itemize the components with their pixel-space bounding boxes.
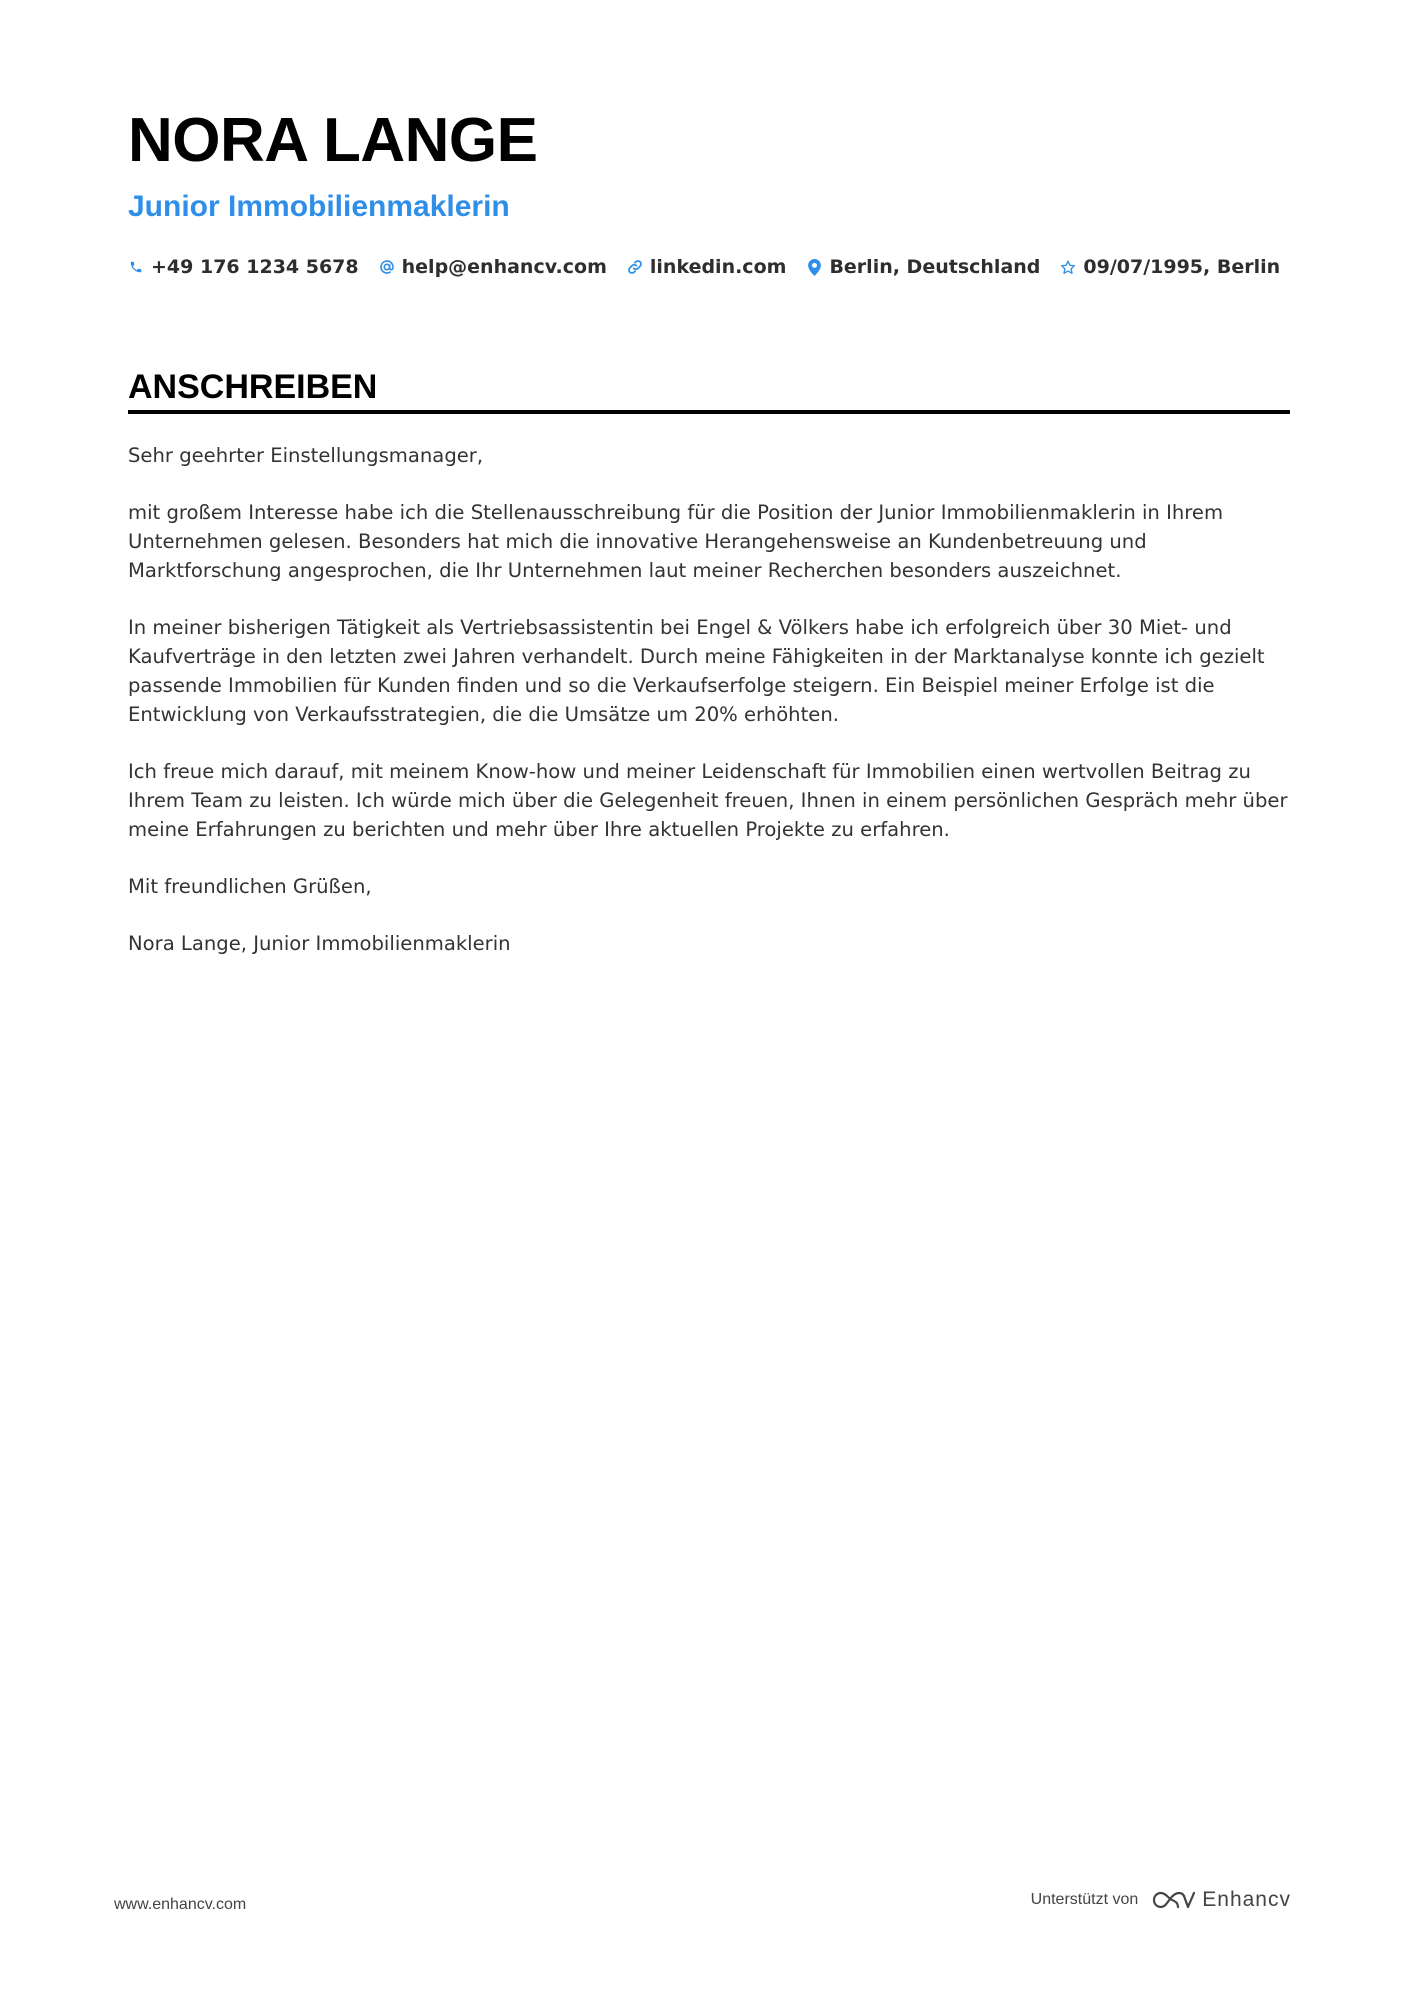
section-divider <box>128 410 1290 414</box>
link-icon <box>627 258 643 276</box>
contact-birth-text: 09/07/1995, Berlin <box>1083 256 1281 278</box>
phone-icon <box>128 258 144 276</box>
letter-closing: Mit freundlichen Grüßen, <box>128 875 372 898</box>
brand-logo[interactable] <box>1150 1888 1291 1912</box>
section-title: ANSCHREIBEN <box>128 368 378 406</box>
job-title: Junior Immobilienmaklerin <box>128 190 510 223</box>
letter-signature: Nora Lange, Junior Immobilienmaklerin <box>128 932 511 955</box>
contact-bar <box>128 256 1300 278</box>
enhancv-logo-icon <box>1150 1888 1196 1912</box>
contact-phone-text: +49 176 1234 5678 <box>151 256 359 278</box>
letter-paragraph: mit großem Interesse habe ich die Stellenausschreibung für die Position der Junior Immobilienmaklerin in Ihrem Unternehmen gelesen. Besonders hat mich die innovative Herangehensweise an Kundenbetreuung und Marktforschung angesprochen, die Ihr Unternehmen laut meiner Recherchen besonders auszeichnet. <box>128 501 1224 582</box>
candidate-name: NORA LANGE <box>128 106 538 175</box>
letter-paragraph: In meiner bisherigen Tätigkeit als Vertriebsassistentin bei Engel & Völkers habe ich erfolgreich über 30 Miet- und Kaufverträge in den letzten zwei Jahren verhandelt. Durch meine Fähigkeiten in der Marktanalyse konnte ich gezielt passende Immobilien für Kunden finden und so die Verkaufserfolge steigern. Ein Beispiel meiner Erfolge ist die Entwicklung von Verkaufsstrategien, die die Umsätze um 20% erhöhten. <box>128 616 1265 726</box>
powered-by-label: Unterstützt von <box>1030 1891 1139 1908</box>
contact-email[interactable] <box>379 256 607 278</box>
contact-birth <box>1060 256 1280 278</box>
contact-linkedin[interactable] <box>627 256 787 278</box>
footer-branding <box>1031 1888 1291 1912</box>
brand-name: Enhancv <box>1202 1888 1291 1911</box>
contact-location <box>806 256 1040 278</box>
location-pin-icon <box>806 258 822 276</box>
footer-website[interactable]: www.enhancv.com <box>114 1896 247 1913</box>
letter-paragraph: Ich freue mich darauf, mit meinem Know-how und meiner Leidenschaft für Immobilien einen wertvollen Beitrag zu Ihrem Team zu leisten. Ich würde mich über die Gelegenheit freuen, Ihnen in einem persönlichen Gespräch mehr über meine Erfahrungen zu berichten und mehr über Ihre aktuellen Projekte zu erfahren. <box>128 760 1288 841</box>
at-icon <box>379 258 395 276</box>
contact-email-text[interactable]: help@enhancv.com <box>401 256 607 278</box>
letter-body <box>128 441 1290 986</box>
contact-phone <box>128 256 359 278</box>
letter-salutation: Sehr geehrter Einstellungsmanager, <box>128 444 484 467</box>
star-icon <box>1060 258 1076 276</box>
contact-location-text: Berlin, Deutschland <box>829 256 1041 278</box>
contact-linkedin-text[interactable]: linkedin.com <box>649 256 787 278</box>
